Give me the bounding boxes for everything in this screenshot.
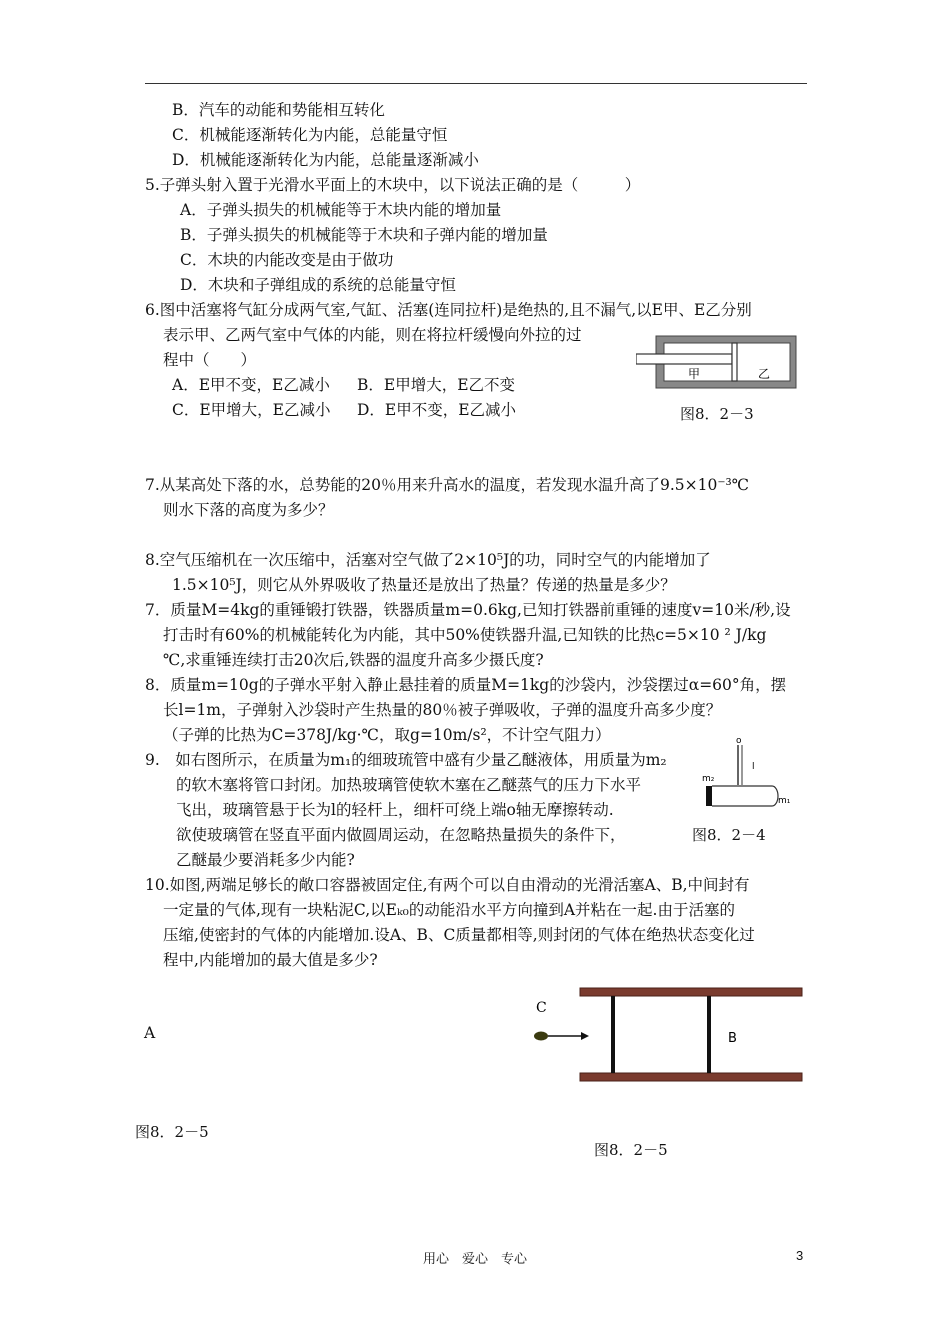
q10-line1: 10.如图,两端足够长的敞口容器被固定住,有两个可以自由滑动的光滑活塞A、B,中间封有 (145, 876, 750, 894)
q7-hammer-line1: 7．质量M=4kg的重锤锻打铁器，铁器质量m=0.6kg,已知打铁器前重锤的速度v=10米/秒,设 (145, 601, 791, 619)
q7-hammer-line3: ℃,求重锤连续打击20次后,铁器的温度升高多少摄氏度? (163, 651, 544, 669)
figure-8-2-5-caption-left: 图8．2－5 (135, 1123, 209, 1141)
q9-line3: 飞出，玻璃管悬于长为l的轻杆上，细杆可绕上端o轴无摩擦转动. (176, 801, 614, 819)
container-pistons-figure (526, 986, 806, 1086)
q9-line1: 9. 如右图所示，在质量为m₁的细玻琉管中盛有少量乙醚液体，用质量为m₂ (145, 751, 667, 769)
q4-option-d: D．机械能逐渐转化为内能，总能量逐渐减小 (172, 151, 479, 169)
q5-stem: 5.子弹头射入置于光滑水平面上的木块中，以下说法正确的是（ ） (145, 176, 641, 194)
figure-8-2-4-caption: 图8．2－4 (692, 826, 766, 844)
q9-line4: 欲使玻璃管在竖直平面内做圆周运动，在忽略热量损失的条件下， (176, 826, 626, 844)
q6-line2: 表示甲、乙两气室中气体的内能，则在将拉杆缓慢向外拉的过 (163, 326, 582, 344)
q6-option-c: C．E甲增大，E乙减小 (172, 401, 331, 419)
chamber-jia-label: 甲 (688, 367, 701, 381)
figure-8-2-3-caption: 图8．2－3 (680, 405, 754, 423)
rod-length-label: l (752, 762, 755, 772)
q8-bullet-line1: 8．质量m=10g的子弹水平射入静止悬挂着的质量M=1kg的沙袋内，沙袋摆过α=60°角，摆 (145, 676, 787, 694)
q5-option-a: A．子弹头损失的机械能等于木块内能的增加量 (180, 201, 502, 219)
cork-mass-label: m₂ (702, 774, 715, 784)
pivot-o-label: o (736, 736, 742, 746)
page-number: 3 (796, 1248, 804, 1263)
chamber-yi-label: 乙 (758, 367, 771, 381)
q6-option-a: A．E甲不变，E乙减小 (172, 376, 330, 394)
cylinder-piston-figure (636, 330, 800, 394)
header-rule (145, 83, 807, 84)
q8-bullet-line2: 长l=1m，子弹射入沙袋时产生热量的80％被子弹吸收，子弹的温度升高多少度？ (163, 701, 722, 719)
q10-line2: 一定量的气体,现有一块粘泥C,以Eₖ₀的动能沿水平方向撞到A并粘在一起.由于活塞的 (163, 901, 735, 919)
piston-a-label: A (144, 1024, 156, 1042)
q10-line3: 压缩,使密封的气体的内能增加.设A、B、C质量都相等,则封闭的气体在绝热状态变化过 (163, 926, 755, 944)
clay-c-label: C (536, 1000, 547, 1016)
q9-line5: 乙醚最少要消耗多少内能? (176, 851, 355, 869)
q6-line3: 程中（ ） (163, 351, 257, 369)
footer-slogan: 用心 爱心 专心 (422, 1252, 527, 1267)
q5-option-c: C．木块的内能改变是由于做功 (180, 251, 394, 269)
q5-option-d: D．木块和子弹组成的系统的总能量守恒 (180, 276, 456, 294)
q5-option-b: B．子弹头损失的机械能等于木块和子弹内能的增加量 (180, 226, 548, 244)
q7-water-line1: 7.从某高处下落的水，总势能的20％用来升高水的温度，若发现水温升高了9.5×10⁻³℃ (145, 476, 750, 494)
q4-option-c: C．机械能逐渐转化为内能，总能量守恒 (172, 126, 448, 144)
q7-water-line2: 则水下落的高度为多少？ (163, 501, 334, 519)
q6-line1: 6.图中活塞将气缸分成两气室,气缸、活塞(连同拉杆)是绝热的,且不漏气,以E甲、E乙分别 (145, 301, 752, 319)
q9-line2: 的软木塞将管口封闭。加热玻璃管使软木塞在乙醚蒸气的压力下水平 (176, 776, 642, 794)
q6-option-d: D．E甲不变，E乙减小 (357, 401, 517, 419)
figure-8-2-5-caption-right: 图8．2－5 (594, 1141, 668, 1159)
q6-option-b: B．E甲增大，E乙不变 (357, 376, 516, 394)
q4-option-b: B．汽车的动能和势能相互转化 (172, 101, 385, 119)
glass-tube-figure (700, 733, 800, 813)
tube-mass-label: m₁ (778, 796, 791, 806)
q10-line4: 程中,内能增加的最大值是多少? (163, 951, 378, 969)
piston-b-label: B (728, 1031, 737, 1046)
q7-hammer-line2: 打击时有60%的机械能转化为内能，其中50%使铁器升温,已知铁的比热c=5×10 ² J/kg (163, 626, 767, 644)
q8-compressor-line1: 8.空气压缩机在一次压缩中，活塞对空气做了2×10⁵J的功，同时空气的内能增加了 (145, 551, 711, 569)
q8-compressor-line2: 1.5×10⁵J，则它从外界吸收了热量还是放出了热量？传递的热量是多少？ (172, 576, 676, 594)
q8-bullet-line3: （子弹的比热为C=378J/kg·℃，取g=10m/s²，不计空气阻力） (163, 726, 611, 744)
